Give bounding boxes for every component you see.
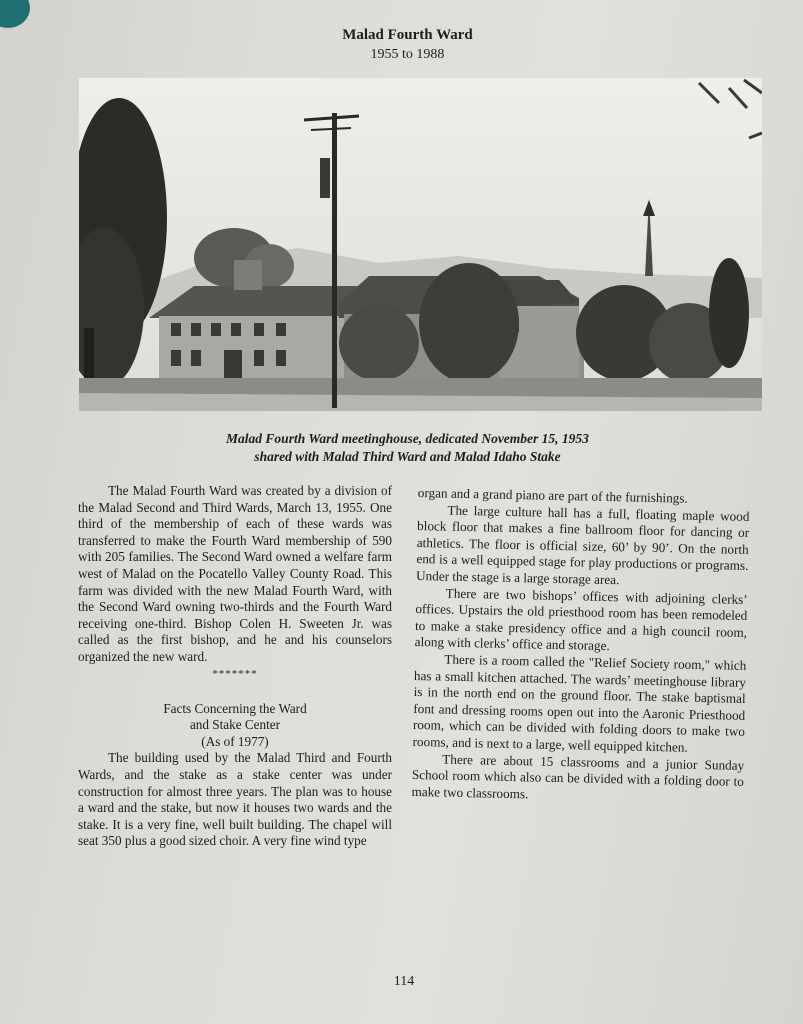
right-column xyxy=(411,485,750,807)
paragraph-culture-hall: The large culture hall has a full, floating maple wood block floor that makes a fine ballroom floor for dancing or athletics. The floor is official size, 60’ by 90’. On the north end is a well equipped stage for play productions or programs. Under the stage is a large storage area. xyxy=(415,502,750,588)
paragraph-offices: There are two bishops’ offices with adjoining clerks’ offices. Upstairs the old priesthood room has been remodeled to make a stake presidency office and a high council room, along with clerks’ office and storage. xyxy=(414,585,748,654)
facts-heading xyxy=(78,701,392,751)
page-corner-tab xyxy=(0,0,30,28)
facts-heading-line-2: and Stake Center xyxy=(189,717,281,733)
facts-heading-line-1: Facts Concerning the Ward xyxy=(163,700,307,716)
paragraph-classrooms: There are about 15 classrooms and a junior Sunday School room which also can be divided with a folding door to make two classrooms. xyxy=(411,751,745,802)
facts-heading-line-3: (As of 1977) xyxy=(201,733,269,749)
page-title: Malad Fourth Ward xyxy=(342,27,473,43)
paragraph-furnishings: organ and a grand piano are part of the furnishings. xyxy=(417,485,688,506)
page-years: 1955 to 1988 xyxy=(370,47,445,62)
caption-line-2: shared with Malad Third Ward and Malad Idaho Stake xyxy=(254,449,561,464)
intro-paragraph: The Malad Fourth Ward was created by a division of the Malad Second and Third Wards, March 13, 1955. One third of the membership of each of these wards was transferred to make the Fourth Ward membership of 590 with 205 families. The Second Ward owned a welfare farm west of Malad on the Pocatello Valley County Road. This farm was divided with the new Malad Fourth Ward, with the Second Ward owning two-thirds and the Fourth Ward receiving one-third. Bishop Colen H. Sweeten Jr. was called as the first bishop, and he and his counselors organized the new ward. xyxy=(78,483,392,664)
facts-paragraph: The building used by the Malad Third and Fourth Wards, and the stake as a stake center was under construction for almost three years. The plan was to house a ward and the stake, but now it houses two wards and the stake. It is a very fine, well built building. The chapel will seat 350 plus a good sized choir. A very fine wind type xyxy=(78,750,392,849)
caption-line-1: Malad Fourth Ward meetinghouse, dedicated November 15, 1953 xyxy=(226,431,589,446)
paragraph-relief-society: There is a room called the "Relief Society room," which has a small kitchen attached. The wards’ meetinghouse library is in the north end on the ground floor. The stake baptismal font and dressing rooms open out into the Aaronic Priesthood room, which can be divided with folding doors to make two rooms, and is next to a large, well equipped kitchen. xyxy=(412,651,747,755)
meetinghouse-photo xyxy=(79,78,762,411)
section-separator: ******* xyxy=(212,667,258,680)
photo-caption xyxy=(120,430,695,466)
left-column xyxy=(78,483,392,850)
page-number: 114 xyxy=(393,974,415,989)
utility-pole xyxy=(332,113,337,408)
